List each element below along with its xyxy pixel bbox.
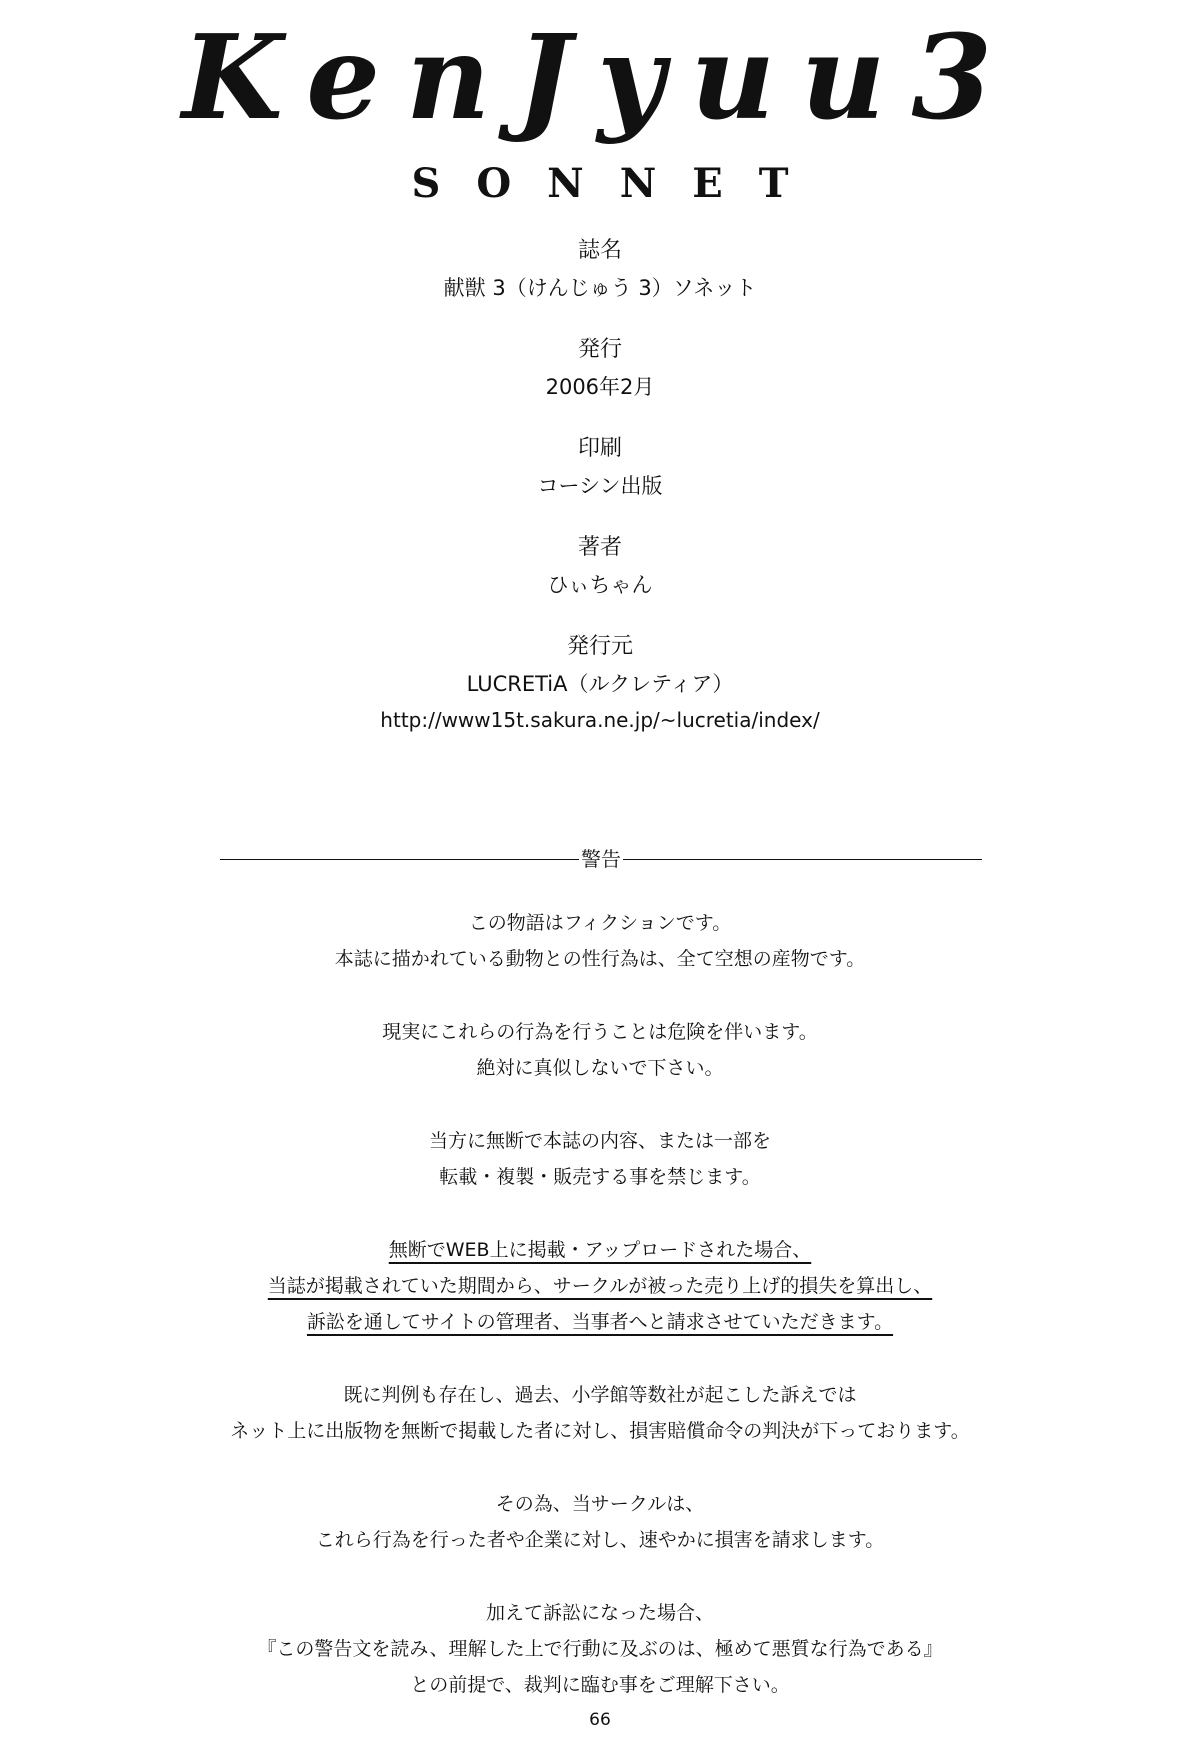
warning-line <box>0 1667 1200 1703</box>
warning-line <box>0 1268 1200 1304</box>
book-title: KenJyuu3 <box>181 10 1019 146</box>
divider <box>220 859 579 860</box>
warning-line <box>0 1377 1200 1413</box>
warning-line <box>0 1631 1200 1667</box>
colophon-value: ひぃちゃん <box>547 573 653 597</box>
colophon-entry-printer <box>0 432 1200 504</box>
colophon-entry-author <box>0 531 1200 603</box>
warning-line <box>0 1522 1200 1558</box>
warning-line-text: ネット上に出版物を無断で掲載した者に対し、損害賠償命令の判決が下っております。 <box>230 1420 970 1442</box>
colophon-value: 2006年2月 <box>545 375 655 399</box>
publisher-url: http://www15t.sakura.ne.jp/~lucretia/index/ <box>380 708 820 732</box>
warning-line-text: 当誌が掲載されていた期間から、サークルが被った売り上げ的損失を算出し、 <box>267 1275 933 1297</box>
colophon-block <box>0 234 1200 765</box>
warning-line <box>0 1014 1200 1050</box>
colophon-value: コーシン出版 <box>537 474 663 498</box>
warning-header <box>220 844 982 874</box>
warning-line-text: 無断でWEB上に掲載・アップロードされた場合、 <box>388 1239 812 1261</box>
colophon-label: 発行 <box>577 337 622 362</box>
warning-line-text: 転載・複製・販売する事を禁じます。 <box>439 1166 761 1188</box>
warning-line-text: 加えて訴訟になった場合、 <box>485 1602 714 1624</box>
warning-line-text: 現実にこれらの行為を行うことは危険を伴います。 <box>382 1021 818 1043</box>
warning-line <box>0 1123 1200 1159</box>
warning-line-text: 『この警告文を読み、理解した上で行動に及ぶのは、極めて悪質な行為である』 <box>257 1638 943 1660</box>
page-number: 66 <box>589 1710 611 1730</box>
colophon-label: 印刷 <box>577 436 622 461</box>
warning-paragraph <box>0 1014 1200 1086</box>
warning-line-text: これら行為を行った者や企業に対し、速やかに損害を請求します。 <box>315 1529 885 1551</box>
warning-line <box>0 1050 1200 1086</box>
warning-line-text: その為、当サークルは、 <box>495 1493 705 1515</box>
warning-line <box>0 1486 1200 1522</box>
warning-line <box>0 905 1200 941</box>
colophon-label: 発行元 <box>566 634 633 659</box>
colophon-label: 誌名 <box>577 238 622 263</box>
warning-line-text: 当方に無断で本誌の内容、または一部を <box>428 1130 771 1152</box>
warning-label: 警告 <box>581 847 621 871</box>
warning-line-text: 訴訟を通してサイトの管理者、当事者へと請求させていただきます。 <box>306 1311 894 1333</box>
warning-paragraph <box>0 1595 1200 1703</box>
colophon-label: 著者 <box>577 535 622 560</box>
warning-line <box>0 1595 1200 1631</box>
warning-text <box>0 905 1200 1740</box>
colophon-value: 献獣 3（けんじゅう 3）ソネット <box>443 276 757 300</box>
warning-paragraph <box>0 905 1200 977</box>
warning-line-text: 本誌に描かれている動物との性行為は、全て空想の産物です。 <box>334 948 866 970</box>
book-subtitle: SONNET <box>411 160 825 207</box>
warning-line <box>0 1232 1200 1268</box>
divider <box>623 859 982 860</box>
warning-paragraph <box>0 1486 1200 1558</box>
warning-line <box>0 1159 1200 1195</box>
warning-line-text: この物語はフィクションです。 <box>468 912 732 934</box>
warning-line-text: との前提で、裁判に臨む事をご理解下さい。 <box>410 1674 790 1696</box>
colophon-value: LUCRETiA（ルクレティア） <box>466 672 734 696</box>
warning-paragraph <box>0 1377 1200 1449</box>
warning-line <box>0 1304 1200 1340</box>
colophon-entry-published <box>0 333 1200 405</box>
warning-line-text: 絶対に真似しないで下さい。 <box>476 1057 724 1079</box>
warning-paragraph <box>0 1232 1200 1340</box>
warning-line-text: 既に判例も存在し、過去、小学館等数社が起こした訴えでは <box>343 1384 857 1406</box>
warning-line <box>0 941 1200 977</box>
warning-line <box>0 1413 1200 1449</box>
colophon-entry-publisher <box>0 630 1200 738</box>
warning-paragraph <box>0 1123 1200 1195</box>
colophon-entry-title <box>0 234 1200 306</box>
